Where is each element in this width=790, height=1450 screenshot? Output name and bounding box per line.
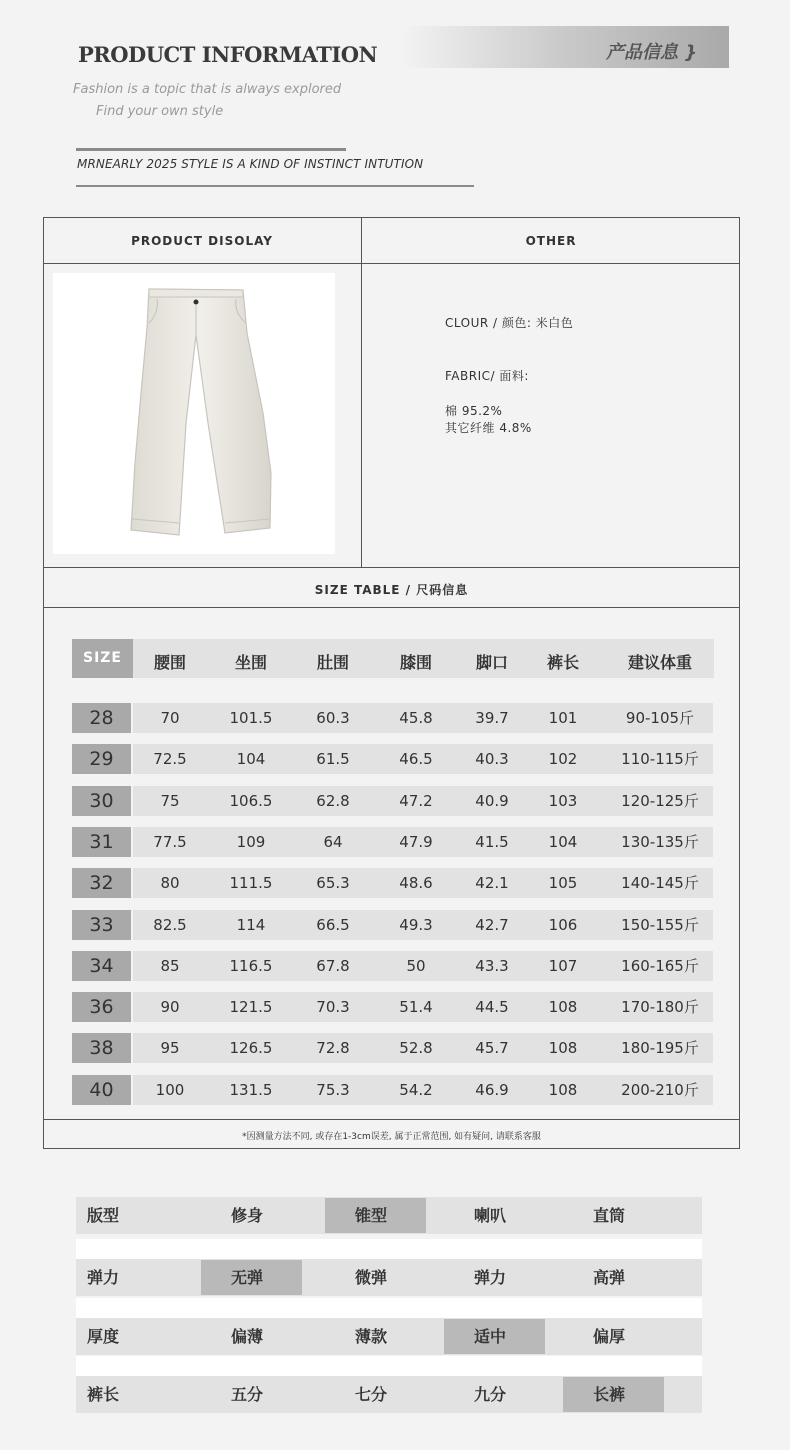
table-cell: 67.8 bbox=[316, 956, 350, 975]
fit-option: 无弹 bbox=[231, 1268, 264, 1287]
table-cell: 109 bbox=[236, 832, 266, 851]
table-cell: 105 bbox=[548, 874, 578, 893]
fit-row-gap bbox=[76, 1298, 702, 1320]
fit-option: 锥型 bbox=[355, 1206, 388, 1225]
size-title-divider bbox=[43, 607, 740, 608]
table-cell: 77.5 bbox=[153, 832, 187, 851]
size-table-column-header: 脚口 bbox=[475, 653, 508, 672]
table-cell: 106 bbox=[548, 915, 578, 934]
size-cell: 36 bbox=[72, 992, 131, 1022]
table-cell: 65.3 bbox=[316, 874, 350, 893]
table-cell: 75.3 bbox=[316, 1080, 350, 1099]
table-cell: 120-125斤 bbox=[621, 791, 699, 810]
table-cell: 108 bbox=[548, 1080, 578, 1099]
table-cell: 40.3 bbox=[475, 750, 509, 769]
fabric-label: FABRIC/ 面料: bbox=[445, 369, 529, 383]
fit-option: 薄款 bbox=[355, 1327, 388, 1346]
size-cell: 32 bbox=[72, 868, 131, 898]
section-divider bbox=[43, 567, 740, 568]
table-cell: 111.5 bbox=[229, 874, 273, 893]
divider-top bbox=[76, 148, 346, 151]
size-cell: 28 bbox=[72, 703, 131, 733]
table-cell: 140-145斤 bbox=[621, 874, 699, 893]
table-cell: 82.5 bbox=[153, 915, 187, 934]
fit-option: 直筒 bbox=[593, 1206, 626, 1225]
size-table-column-header: 腰围 bbox=[153, 653, 186, 672]
page-title-cn bbox=[606, 41, 697, 65]
page-title: PRODUCT INFORMATION bbox=[78, 42, 378, 67]
table-cell: 46.5 bbox=[399, 750, 433, 769]
table-cell: 160-165斤 bbox=[621, 956, 699, 975]
size-header-cell: SIZE bbox=[72, 639, 133, 678]
pants-image bbox=[53, 273, 335, 554]
size-cell: 29 bbox=[72, 744, 131, 774]
fit-option: 弹力 bbox=[474, 1268, 507, 1287]
table-cell: 95 bbox=[160, 1039, 180, 1058]
table-cell: 116.5 bbox=[229, 956, 273, 975]
table-cell: 61.5 bbox=[316, 750, 350, 769]
table-cell: 46.9 bbox=[475, 1080, 509, 1099]
table-cell: 75 bbox=[160, 791, 180, 810]
other-heading: OTHER bbox=[525, 234, 577, 248]
table-cell: 130-135斤 bbox=[621, 832, 699, 851]
table-cell: 90-105斤 bbox=[625, 709, 695, 727]
table-cell: 42.1 bbox=[475, 874, 509, 893]
footnote: *因测量方法不同, 或存在1-3cm误差, 属于正常范围, 如有疑问, 请联系客服 bbox=[242, 1132, 541, 1142]
fit-option: 修身 bbox=[231, 1206, 264, 1225]
size-table-column-header: 建议体重 bbox=[627, 653, 692, 672]
fit-option: 偏薄 bbox=[231, 1327, 264, 1346]
colour-line: CLOUR / 颜色: 米白色 bbox=[445, 316, 574, 330]
fit-option: 五分 bbox=[231, 1385, 264, 1404]
table-cell: 121.5 bbox=[229, 998, 273, 1017]
size-cell: 38 bbox=[72, 1033, 131, 1063]
table-cell: 43.3 bbox=[475, 956, 509, 975]
product-photo bbox=[53, 273, 335, 554]
table-cell: 100 bbox=[155, 1080, 185, 1099]
fit-row-label: 厚度 bbox=[87, 1327, 120, 1346]
table-cell: 72.8 bbox=[316, 1039, 350, 1058]
table-cell: 101 bbox=[548, 709, 578, 727]
table-cell: 85 bbox=[160, 956, 180, 975]
table-cell: 108 bbox=[548, 998, 578, 1017]
tagline-2: Find your own style bbox=[96, 104, 224, 119]
table-cell: 60.3 bbox=[316, 709, 350, 727]
size-cell: 40 bbox=[72, 1075, 131, 1105]
table-cell: 108 bbox=[548, 1039, 578, 1058]
table-cell: 114 bbox=[236, 915, 266, 934]
fit-option: 适中 bbox=[474, 1327, 507, 1346]
table-cell: 41.5 bbox=[475, 832, 509, 851]
product-display-heading: PRODUCT DISOLAY bbox=[131, 234, 273, 248]
footnote-divider bbox=[43, 1119, 740, 1120]
table-cell: 39.7 bbox=[475, 709, 509, 727]
table-cell: 90 bbox=[160, 998, 180, 1017]
size-cell: 33 bbox=[72, 910, 131, 940]
fit-row-label: 弹力 bbox=[87, 1268, 120, 1287]
table-cell: 180-195斤 bbox=[621, 1039, 699, 1058]
table-cell: 101.5 bbox=[229, 709, 273, 727]
fit-row-gap bbox=[76, 1356, 702, 1378]
size-table-column-header: 肚围 bbox=[316, 653, 349, 672]
fit-option: 高弹 bbox=[593, 1268, 626, 1287]
table-cell: 64 bbox=[323, 832, 343, 851]
fit-row-gap bbox=[76, 1239, 702, 1261]
fabric-item: 棉 95.2% bbox=[445, 404, 503, 418]
table-cell: 40.9 bbox=[475, 791, 509, 810]
table-cell: 66.5 bbox=[316, 915, 350, 934]
column-divider bbox=[361, 217, 362, 568]
table-cell: 102 bbox=[548, 750, 578, 769]
divider-bottom bbox=[76, 185, 474, 187]
fit-row-label: 裤长 bbox=[87, 1385, 120, 1404]
table-cell: 110-115斤 bbox=[621, 750, 699, 769]
table-cell: 50 bbox=[406, 956, 426, 975]
table-cell: 150-155斤 bbox=[621, 915, 699, 934]
size-table-title: SIZE TABLE / 尺码信息 bbox=[314, 583, 469, 597]
table-cell: 107 bbox=[548, 956, 578, 975]
fit-option: 九分 bbox=[474, 1385, 507, 1404]
table-cell: 44.5 bbox=[475, 998, 509, 1017]
fabric-item: 其它纤维 4.8% bbox=[445, 421, 532, 435]
page-title-cn-text: 产品信息 bbox=[606, 42, 678, 63]
page-title-cn-mark: } bbox=[684, 42, 698, 63]
table-cell: 52.8 bbox=[399, 1039, 433, 1058]
fit-option: 偏厚 bbox=[593, 1327, 626, 1346]
table-cell: 51.4 bbox=[399, 998, 433, 1017]
fit-row-label: 版型 bbox=[87, 1206, 120, 1225]
fit-option: 微弹 bbox=[355, 1268, 388, 1287]
tagline-1: Fashion is a topic that is always explored bbox=[73, 82, 342, 97]
table-cell: 170-180斤 bbox=[621, 998, 699, 1017]
table-cell: 104 bbox=[548, 832, 578, 851]
table-cell: 131.5 bbox=[229, 1080, 273, 1099]
table-cell: 103 bbox=[548, 791, 578, 810]
table-cell: 47.9 bbox=[399, 832, 433, 851]
table-cell: 62.8 bbox=[316, 791, 350, 810]
table-cell: 45.8 bbox=[399, 709, 433, 727]
table-cell: 49.3 bbox=[399, 915, 433, 934]
table-cell: 104 bbox=[236, 750, 266, 769]
table-cell: 42.7 bbox=[475, 915, 509, 934]
table-cell: 45.7 bbox=[475, 1039, 509, 1058]
head-divider bbox=[43, 263, 740, 264]
fit-option: 长裤 bbox=[593, 1385, 626, 1404]
size-cell: 30 bbox=[72, 786, 131, 816]
fit-option: 喇叭 bbox=[474, 1206, 507, 1225]
fit-option: 七分 bbox=[355, 1385, 388, 1404]
table-cell: 200-210斤 bbox=[621, 1080, 699, 1099]
table-cell: 48.6 bbox=[399, 874, 433, 893]
table-cell: 126.5 bbox=[229, 1039, 273, 1058]
size-table-column-header: 坐围 bbox=[234, 653, 267, 672]
size-cell: 31 bbox=[72, 827, 131, 857]
table-cell: 47.2 bbox=[399, 791, 433, 810]
size-table-column-header: 裤长 bbox=[546, 653, 579, 672]
table-cell: 70 bbox=[160, 709, 180, 727]
table-cell: 106.5 bbox=[229, 791, 273, 810]
size-table-column-header: 膝围 bbox=[399, 653, 432, 672]
table-cell: 54.2 bbox=[399, 1080, 433, 1099]
table-cell: 80 bbox=[160, 874, 180, 893]
table-cell: 72.5 bbox=[153, 750, 187, 769]
size-cell: 34 bbox=[72, 951, 131, 981]
slogan: MRNEARLY 2025 STYLE IS A KIND OF INSTINCT INTUTION bbox=[77, 157, 424, 171]
table-cell: 70.3 bbox=[316, 998, 350, 1017]
